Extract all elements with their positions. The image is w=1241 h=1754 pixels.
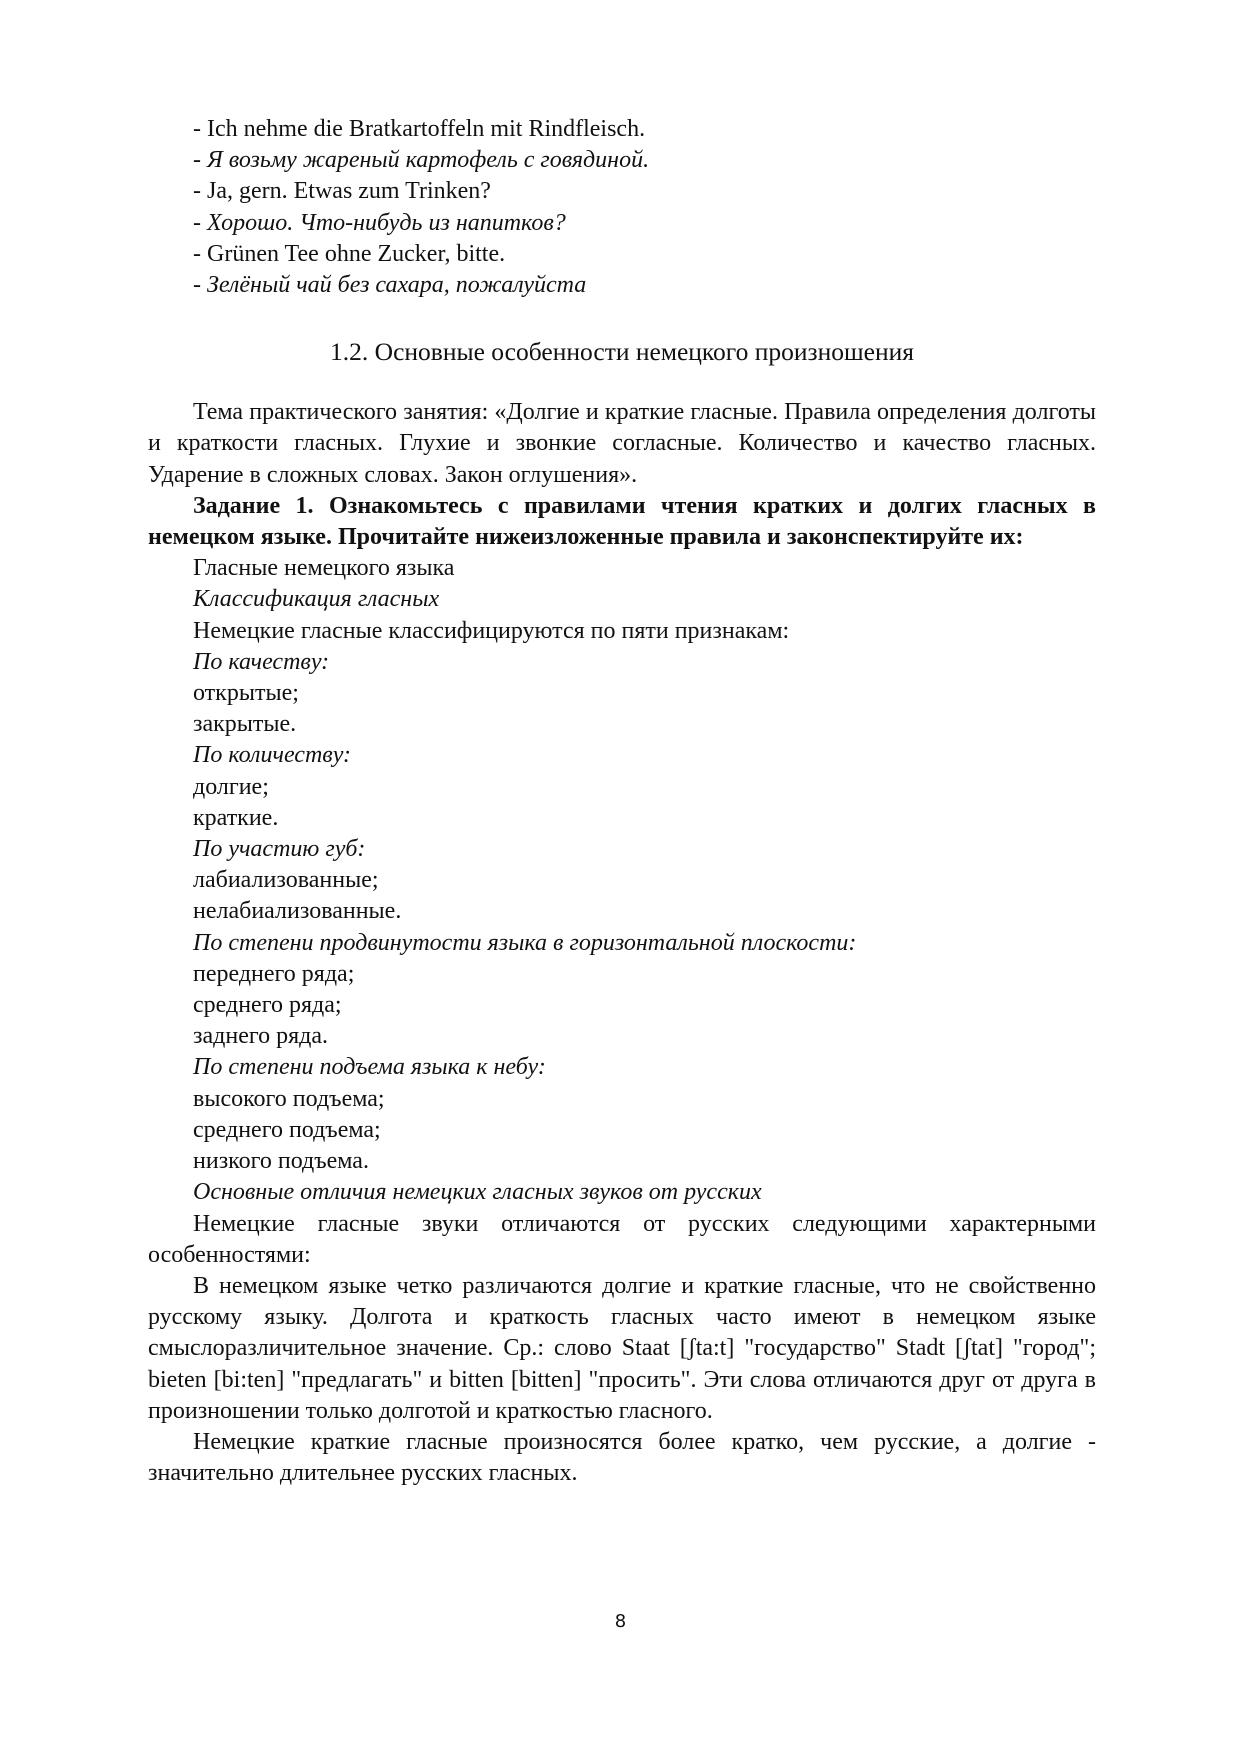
rules-line: среднего ряда; <box>193 992 342 1019</box>
dialogue-line-ru: - Хорошо. Что-нибудь из напитков? <box>193 209 566 236</box>
rules-subheading: По количеству: <box>193 742 352 769</box>
rules-subheading: По участию губ: <box>193 836 366 863</box>
rules-line: лабиализованные; <box>193 867 379 894</box>
topic-paragraph: Тема практического занятия: «Долгие и краткие гласные. Правила определения долготы и краткости гласных. Глухие и звонкие согласные. Количество и качество гласных. Ударение в сложных словах. Закон оглушения». <box>148 399 1096 488</box>
task-paragraph: Задание 1. Ознакомьтесь с правилами чтения кратких и долгих гласных в немецком языке. Прочитайте нижеизложенные правила и законспектируйте их: <box>148 492 1096 551</box>
section-heading: 1.2. Основные особенности немецкого произношения <box>330 337 914 367</box>
dialogue-line-de: - Grünen Tee ohne Zucker, bitte. <box>193 240 506 267</box>
rules-line: низкого подъема. <box>193 1148 369 1175</box>
body-paragraph: В немецком языке четко различаются долгие и краткие гласные, что не свойственно русскому языку. Долгота и краткость гласных часто имеют в немецком языке смыслоразличительное значение. Ср.: слово Staat [ʃta:t] "государство" Stadt [ʃtat] "город"; bieten [bi:ten] "предлагать" и bitten [bitten] "просить". Эти слова отличаются друг от друга в произношении только долготой и краткостью гласного. <box>148 1272 1096 1424</box>
rules-line: высокого подъема; <box>193 1085 385 1112</box>
rules-subheading: Классификация гласных <box>193 586 440 613</box>
dialogue-line-ru: - Я возьму жареный картофель с говядиной. <box>193 147 650 174</box>
dialogue-line-de: - Ich nehme die Bratkartoffeln mit Rindfleisch. <box>193 116 646 142</box>
rules-line: открытые; <box>193 680 299 707</box>
rules-line: Немецкие гласные классифицируются по пяти признакам: <box>193 617 790 644</box>
rules-subheading: Основные отличия немецких гласных звуков от русских <box>193 1179 762 1206</box>
rules-line: нелабиализованные. <box>193 898 402 925</box>
rules-line: заднего ряда. <box>193 1023 328 1050</box>
rules-line: среднего подъема; <box>193 1116 381 1143</box>
page-number: 8 <box>614 1611 627 1632</box>
rules-line: долгие; <box>193 773 269 800</box>
rules-line: Гласные немецкого языка <box>193 555 455 582</box>
rules-subheading: По степени продвинутости языка в горизонтальной плоскости: <box>193 929 857 956</box>
body-paragraph: Немецкие краткие гласные произносятся более кратко, чем русские, а долгие - значительно длительнее русских гласных. <box>148 1428 1096 1487</box>
rules-subheading: По качеству: <box>193 648 330 675</box>
rules-line: закрытые. <box>193 711 297 738</box>
dialogue-line-de: - Ja, gern. Etwas zum Trinken? <box>193 178 491 205</box>
document-page <box>148 114 1096 1489</box>
vowel-rules-list <box>148 553 1096 1208</box>
body-paragraph: Немецкие гласные звуки отличаются от русских следующими характерными особенностями: <box>148 1210 1096 1268</box>
rules-line: краткие. <box>193 804 279 831</box>
dialogue-block <box>148 114 1096 301</box>
dialogue-line-ru: - Зелёный чай без сахара, пожалуйста <box>193 272 587 299</box>
rules-line: переднего ряда; <box>193 960 355 987</box>
rules-subheading: По степени подъема языка к небу: <box>193 1054 546 1081</box>
